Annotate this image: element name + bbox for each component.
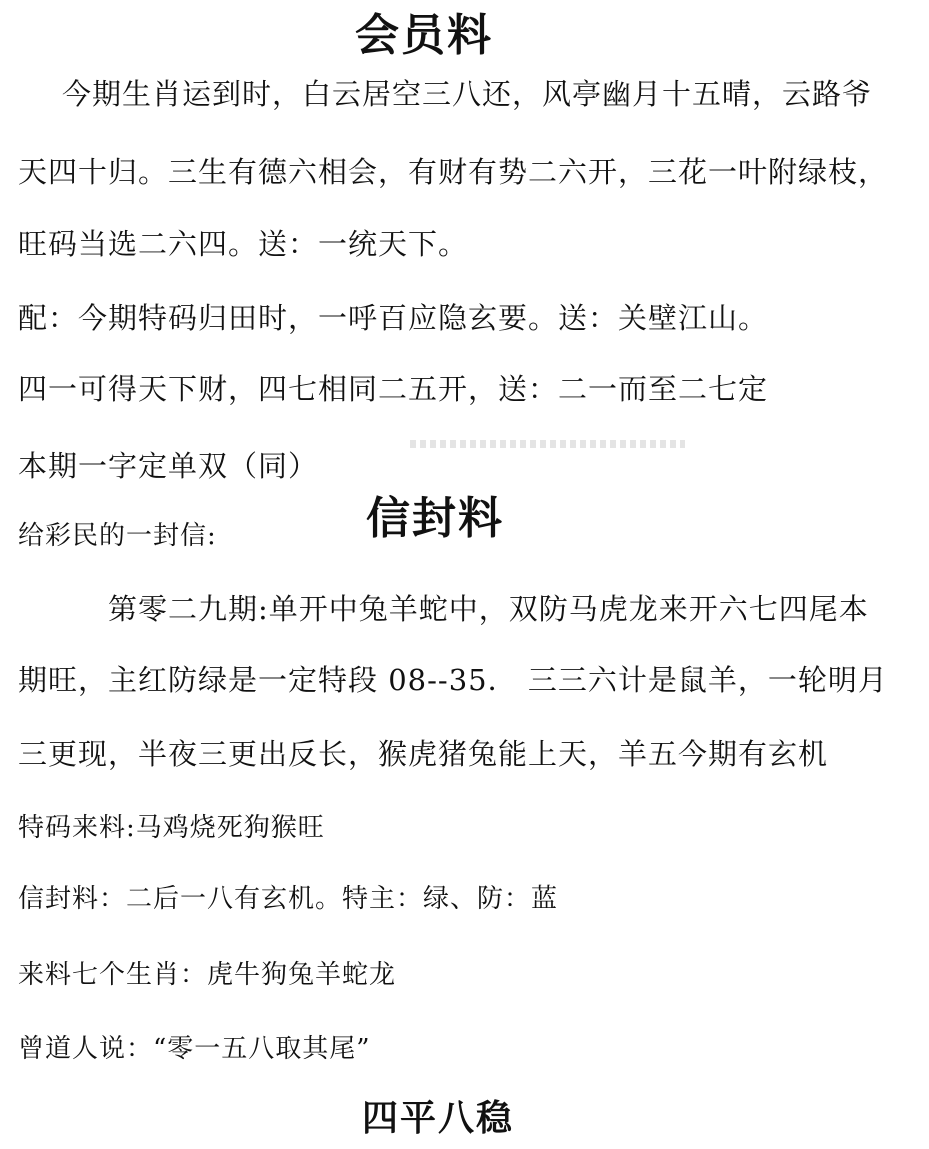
member-text-line-1: 今期生肖运到时，白云居空三八还，风亭幽月十五晴，云路爷	[62, 77, 873, 111]
footer-slogan: 四平八稳	[362, 1097, 515, 1139]
member-text-line-3: 旺码当选二六四。送：一统天下。	[18, 227, 469, 261]
member-material-title: 会员料	[355, 10, 493, 61]
envelope-text-line-2: 期旺，主红防绿是一定特段 08--35． 三三六计是鼠羊，一轮明月	[18, 663, 888, 697]
envelope-text-line-6: 来料七个生肖：虎牛狗兔羊蛇龙	[18, 960, 397, 990]
envelope-text-line-7: 曾道人说：“零一五八取其尾”	[18, 1034, 371, 1064]
scan-smudge	[410, 440, 685, 448]
member-text-line-4: 配：今期特码归田时，一呼百应隐玄要。送：关壁江山。	[18, 301, 769, 335]
member-text-line-6: 本期一字定单双（同）	[18, 449, 319, 483]
envelope-text-line-1: 第零二九期:单开中兔羊蛇中，双防马虎龙来开六七四尾本	[108, 592, 869, 626]
envelope-text-line-5: 信封料：二后一八有玄机。特主：绿、防：蓝	[18, 884, 559, 914]
member-text-line-2: 天四十归。三生有德六相会，有财有势二六开，三花一叶附绿枝，	[18, 155, 889, 189]
member-text-line-5: 四一可得天下财，四七相同二五开，送：二一而至二七定	[18, 372, 769, 406]
envelope-text-line-4: 特码来料:马鸡烧死狗猴旺	[18, 813, 325, 843]
envelope-text-line-3: 三更现，半夜三更出反长，猴虎猪兔能上天，羊五今期有玄机	[18, 737, 829, 771]
envelope-material-title: 信封料	[366, 493, 504, 544]
letter-intro: 给彩民的一封信:	[18, 521, 217, 551]
